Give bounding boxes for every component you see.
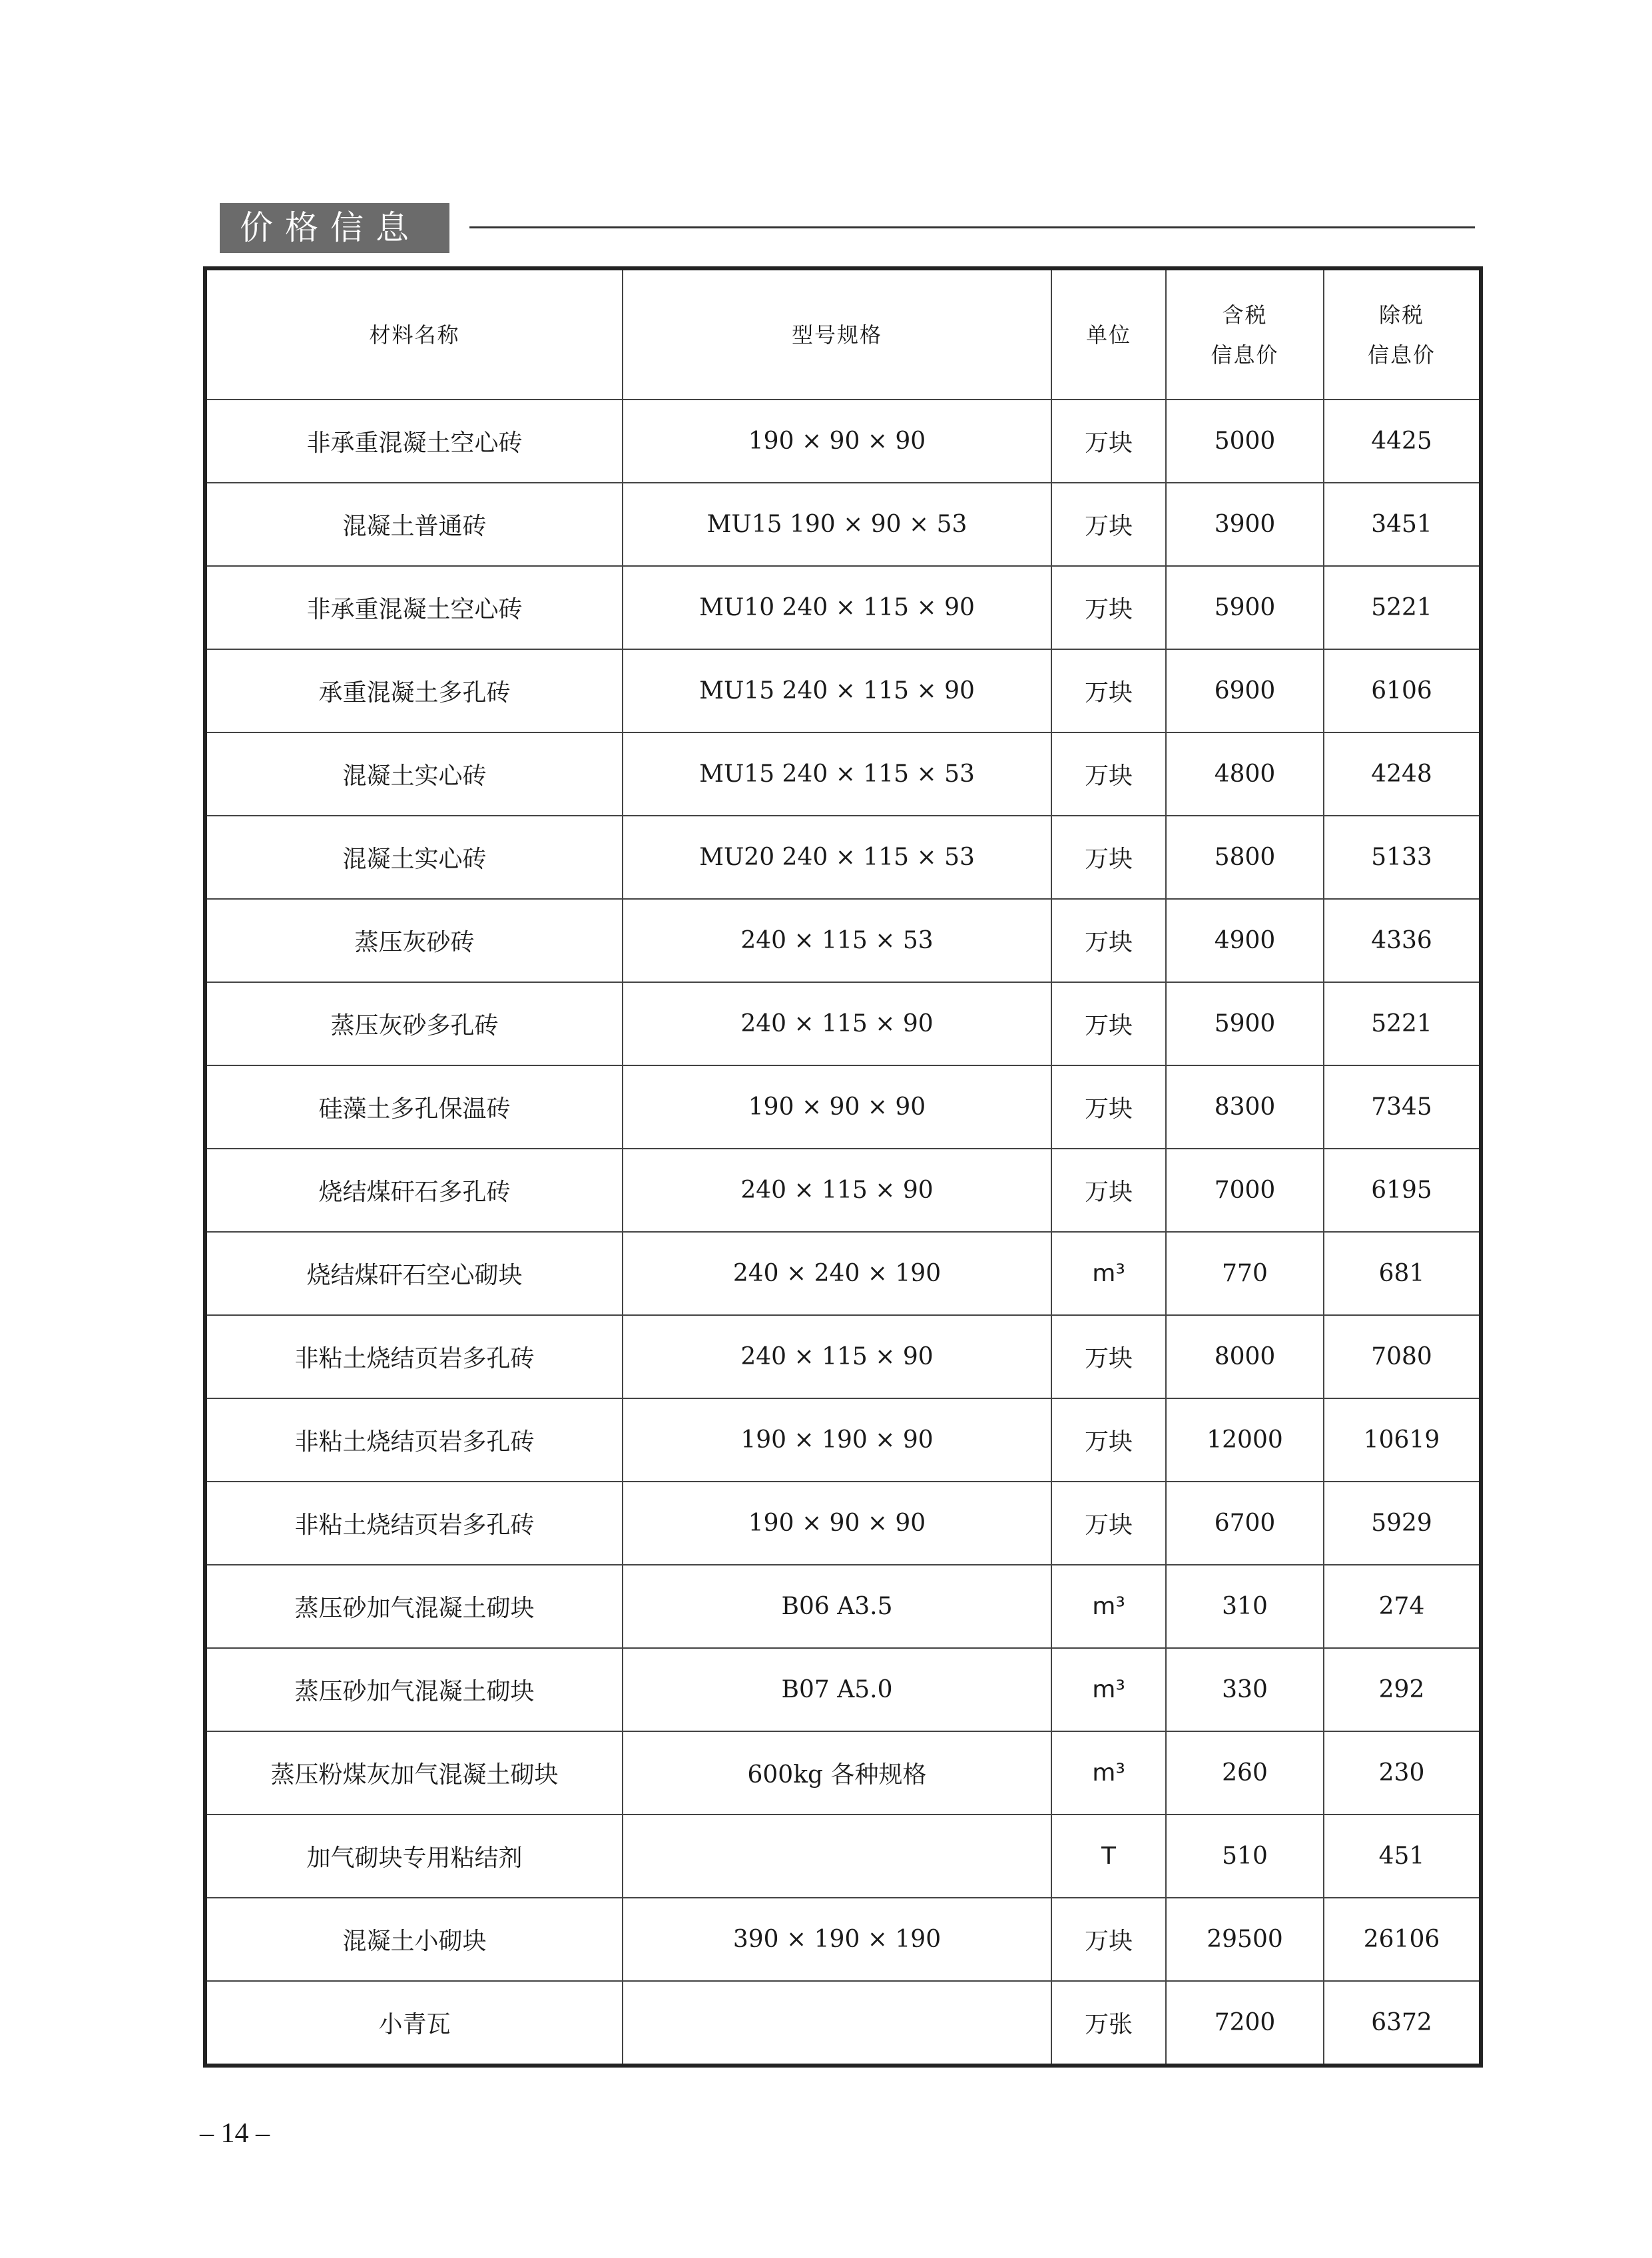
tax-excluded-price-cell: 10619 xyxy=(1324,1398,1481,1482)
spec-cell xyxy=(623,1815,1051,1898)
section-title: 价格信息 xyxy=(220,203,449,253)
material-name-cell: 承重混凝土多孔砖 xyxy=(205,649,623,732)
tax-excluded-price-cell: 230 xyxy=(1324,1731,1481,1815)
spec-cell: MU10 240 × 115 × 90 xyxy=(623,566,1051,649)
spec-cell: B06 A3.5 xyxy=(623,1565,1051,1648)
tax-included-price-cell: 12000 xyxy=(1166,1398,1324,1482)
table-row xyxy=(205,899,1481,982)
tax-included-price-cell: 3900 xyxy=(1166,483,1324,566)
tax-included-price-cell: 260 xyxy=(1166,1731,1324,1815)
material-name-cell: 混凝土普通砖 xyxy=(205,483,623,566)
tax-excluded-price-cell: 6106 xyxy=(1324,649,1481,732)
unit-cell: m³ xyxy=(1051,1565,1166,1648)
tax-included-price-cell: 6900 xyxy=(1166,649,1324,732)
material-name-cell: 非粘土烧结页岩多孔砖 xyxy=(205,1315,623,1398)
tax-included-price-cell: 29500 xyxy=(1166,1898,1324,1981)
material-name-cell: 非承重混凝土空心砖 xyxy=(205,400,623,483)
material-name-cell: 小青瓦 xyxy=(205,1981,623,2066)
unit-cell: 万块 xyxy=(1051,1065,1166,1149)
tax-excluded-price-cell: 3451 xyxy=(1324,483,1481,566)
table-row xyxy=(205,1815,1481,1898)
tax-excluded-price-cell: 5221 xyxy=(1324,982,1481,1065)
table-row xyxy=(205,649,1481,732)
material-name-cell: 非粘土烧结页岩多孔砖 xyxy=(205,1482,623,1565)
tax-excluded-price-cell: 6195 xyxy=(1324,1149,1481,1232)
table-row xyxy=(205,816,1481,899)
table-row xyxy=(205,1149,1481,1232)
tax-excluded-price-cell: 451 xyxy=(1324,1815,1481,1898)
column-header-spec: 型号规格 xyxy=(623,268,1051,400)
material-name-cell: 非承重混凝土空心砖 xyxy=(205,566,623,649)
spec-cell: 390 × 190 × 190 xyxy=(623,1898,1051,1981)
tax-excluded-price-cell: 4336 xyxy=(1324,899,1481,982)
spec-cell: 240 × 115 × 53 xyxy=(623,899,1051,982)
header-divider xyxy=(469,226,1475,228)
tax-excluded-price-cell: 681 xyxy=(1324,1232,1481,1315)
unit-cell: 万块 xyxy=(1051,1482,1166,1565)
spec-cell: 240 × 115 × 90 xyxy=(623,982,1051,1065)
tax-excluded-price-cell: 26106 xyxy=(1324,1898,1481,1981)
tax-excluded-price-cell: 292 xyxy=(1324,1648,1481,1731)
tax-included-price-cell: 4800 xyxy=(1166,732,1324,816)
table-row xyxy=(205,400,1481,483)
unit-cell: 万块 xyxy=(1051,649,1166,732)
table-row xyxy=(205,1898,1481,1981)
tax-excluded-price-cell: 7345 xyxy=(1324,1065,1481,1149)
table-row xyxy=(205,1315,1481,1398)
material-name-cell: 烧结煤矸石空心砌块 xyxy=(205,1232,623,1315)
tax-excluded-price-cell: 5133 xyxy=(1324,816,1481,899)
table-row xyxy=(205,1565,1481,1648)
tax-included-price-cell: 6700 xyxy=(1166,1482,1324,1565)
column-header-material-name: 材料名称 xyxy=(205,268,623,400)
unit-cell: 万块 xyxy=(1051,732,1166,816)
tax-included-price-cell: 8300 xyxy=(1166,1065,1324,1149)
spec-cell: 190 × 90 × 90 xyxy=(623,400,1051,483)
material-name-cell: 硅藻土多孔保温砖 xyxy=(205,1065,623,1149)
tax-included-price-cell: 510 xyxy=(1166,1815,1324,1898)
unit-cell: m³ xyxy=(1051,1648,1166,1731)
material-name-cell: 混凝土小砌块 xyxy=(205,1898,623,1981)
page-number: – 14 – xyxy=(200,2118,270,2149)
material-name-cell: 混凝土实心砖 xyxy=(205,732,623,816)
column-header-tax-included-price: 含税 信息价 xyxy=(1166,268,1324,400)
unit-cell: 万块 xyxy=(1051,1898,1166,1981)
unit-cell: 万块 xyxy=(1051,816,1166,899)
material-name-cell: 蒸压砂加气混凝土砌块 xyxy=(205,1565,623,1648)
table-body xyxy=(205,400,1481,2066)
price-table xyxy=(203,266,1483,2068)
tax-included-price-cell: 5900 xyxy=(1166,982,1324,1065)
tax-included-price-cell: 5800 xyxy=(1166,816,1324,899)
unit-cell: m³ xyxy=(1051,1731,1166,1815)
spec-cell: 190 × 190 × 90 xyxy=(623,1398,1051,1482)
spec-cell: MU15 240 × 115 × 90 xyxy=(623,649,1051,732)
tax-included-price-cell: 5900 xyxy=(1166,566,1324,649)
material-name-cell: 非粘土烧结页岩多孔砖 xyxy=(205,1398,623,1482)
table-row xyxy=(205,1398,1481,1482)
material-name-cell: 烧结煤矸石多孔砖 xyxy=(205,1149,623,1232)
section-header xyxy=(220,203,1475,253)
table-row xyxy=(205,982,1481,1065)
unit-cell: 万块 xyxy=(1051,1398,1166,1482)
spec-cell: 190 × 90 × 90 xyxy=(623,1482,1051,1565)
table-row xyxy=(205,1731,1481,1815)
spec-cell: 600kg 各种规格 xyxy=(623,1731,1051,1815)
unit-cell: m³ xyxy=(1051,1232,1166,1315)
tax-excluded-price-cell: 4425 xyxy=(1324,400,1481,483)
unit-cell: 万张 xyxy=(1051,1981,1166,2066)
spec-cell: 240 × 115 × 90 xyxy=(623,1315,1051,1398)
table-row xyxy=(205,1648,1481,1731)
table-row xyxy=(205,732,1481,816)
spec-cell: MU15 240 × 115 × 53 xyxy=(623,732,1051,816)
material-name-cell: 蒸压砂加气混凝土砌块 xyxy=(205,1648,623,1731)
spec-cell: MU20 240 × 115 × 53 xyxy=(623,816,1051,899)
unit-cell: 万块 xyxy=(1051,566,1166,649)
tax-included-price-cell: 4900 xyxy=(1166,899,1324,982)
unit-cell: 万块 xyxy=(1051,982,1166,1065)
material-name-cell: 混凝土实心砖 xyxy=(205,816,623,899)
unit-cell: 万块 xyxy=(1051,1315,1166,1398)
spec-cell: 240 × 240 × 190 xyxy=(623,1232,1051,1315)
unit-cell: 万块 xyxy=(1051,483,1166,566)
tax-excluded-price-cell: 4248 xyxy=(1324,732,1481,816)
spec-cell: 190 × 90 × 90 xyxy=(623,1065,1051,1149)
spec-cell xyxy=(623,1981,1051,2066)
table-header-row xyxy=(205,268,1481,400)
tax-excluded-price-cell: 5929 xyxy=(1324,1482,1481,1565)
spec-cell: B07 A5.0 xyxy=(623,1648,1051,1731)
material-name-cell: 加气砌块专用粘结剂 xyxy=(205,1815,623,1898)
unit-cell: 万块 xyxy=(1051,1149,1166,1232)
material-name-cell: 蒸压灰砂砖 xyxy=(205,899,623,982)
unit-cell: 万块 xyxy=(1051,899,1166,982)
table-row xyxy=(205,1981,1481,2066)
tax-included-price-cell: 5000 xyxy=(1166,400,1324,483)
column-header-tax-excluded-price: 除税 信息价 xyxy=(1324,268,1481,400)
tax-included-price-cell: 7200 xyxy=(1166,1981,1324,2066)
material-name-cell: 蒸压灰砂多孔砖 xyxy=(205,982,623,1065)
table-row xyxy=(205,1065,1481,1149)
tax-included-price-cell: 310 xyxy=(1166,1565,1324,1648)
table-row xyxy=(205,483,1481,566)
unit-cell: T xyxy=(1051,1815,1166,1898)
tax-excluded-price-cell: 274 xyxy=(1324,1565,1481,1648)
table-row xyxy=(205,1232,1481,1315)
tax-included-price-cell: 770 xyxy=(1166,1232,1324,1315)
spec-cell: 240 × 115 × 90 xyxy=(623,1149,1051,1232)
table-row xyxy=(205,566,1481,649)
tax-excluded-price-cell: 5221 xyxy=(1324,566,1481,649)
unit-cell: 万块 xyxy=(1051,400,1166,483)
tax-excluded-price-cell: 6372 xyxy=(1324,1981,1481,2066)
table-row xyxy=(205,1482,1481,1565)
spec-cell: MU15 190 × 90 × 53 xyxy=(623,483,1051,566)
tax-included-price-cell: 330 xyxy=(1166,1648,1324,1731)
tax-included-price-cell: 8000 xyxy=(1166,1315,1324,1398)
material-name-cell: 蒸压粉煤灰加气混凝土砌块 xyxy=(205,1731,623,1815)
column-header-unit: 单位 xyxy=(1051,268,1166,400)
tax-excluded-price-cell: 7080 xyxy=(1324,1315,1481,1398)
tax-included-price-cell: 7000 xyxy=(1166,1149,1324,1232)
